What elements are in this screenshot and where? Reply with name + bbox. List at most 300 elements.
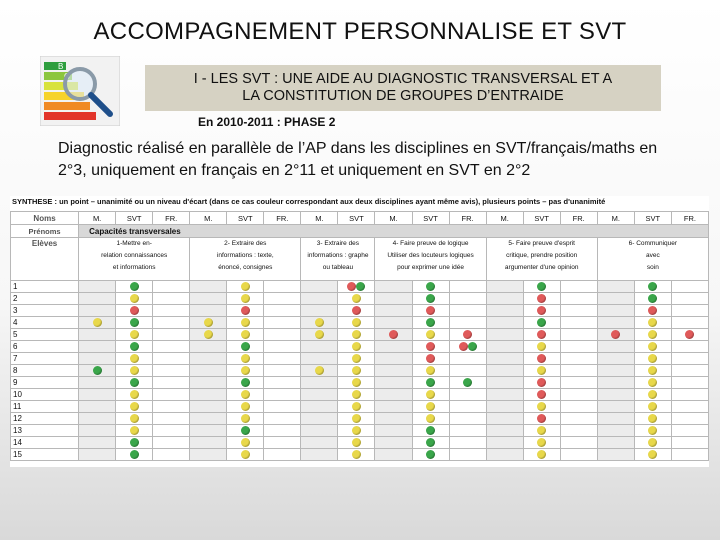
rating-dot bbox=[204, 318, 213, 327]
rating-cell bbox=[486, 389, 523, 401]
skill-label-line: argumenter d'une opinion bbox=[504, 264, 579, 271]
rating-cell bbox=[301, 281, 338, 293]
rating-cell bbox=[560, 425, 597, 437]
rating-dot bbox=[426, 294, 435, 303]
rating-cell bbox=[190, 305, 227, 317]
rating-cell bbox=[486, 341, 523, 353]
rating-cell bbox=[523, 341, 560, 353]
rating-cell bbox=[116, 329, 153, 341]
rating-dot bbox=[537, 306, 546, 315]
rating-dot bbox=[241, 318, 250, 327]
rating-cell bbox=[671, 341, 708, 353]
rating-cell bbox=[190, 365, 227, 377]
student-number: 8 bbox=[11, 365, 79, 377]
rating-cell bbox=[597, 377, 634, 389]
rating-cell bbox=[523, 413, 560, 425]
rating-cell bbox=[79, 305, 116, 317]
rating-cell bbox=[375, 365, 412, 377]
rating-dot bbox=[130, 414, 139, 423]
rating-cell bbox=[264, 389, 301, 401]
rating-dot bbox=[93, 366, 102, 375]
rating-cell bbox=[301, 353, 338, 365]
logo-letter-b: B bbox=[58, 62, 64, 71]
rating-cell bbox=[338, 377, 375, 389]
rating-cell bbox=[375, 305, 412, 317]
rating-cell bbox=[412, 341, 449, 353]
rating-cell bbox=[671, 329, 708, 341]
rating-dot bbox=[426, 450, 435, 459]
rating-cell bbox=[375, 293, 412, 305]
rating-cell bbox=[375, 413, 412, 425]
rating-cell bbox=[634, 341, 671, 353]
rating-cell bbox=[338, 329, 375, 341]
student-number: 14 bbox=[11, 437, 79, 449]
rating-cell bbox=[375, 377, 412, 389]
skill-label-line: ou tableau bbox=[322, 264, 354, 271]
rating-dot bbox=[537, 426, 546, 435]
rating-cell bbox=[301, 317, 338, 329]
rating-dot bbox=[347, 282, 356, 291]
rating-cell bbox=[449, 425, 486, 437]
skill-label-line: critique, prendre position bbox=[506, 252, 578, 259]
rating-dot bbox=[352, 414, 361, 423]
rating-dot bbox=[352, 330, 361, 339]
rating-cell bbox=[153, 353, 190, 365]
discipline-header: M. bbox=[301, 212, 338, 225]
rating-cell bbox=[338, 281, 375, 293]
rating-cell bbox=[264, 413, 301, 425]
rating-cell bbox=[449, 341, 486, 353]
rating-cell bbox=[116, 413, 153, 425]
rating-cell bbox=[338, 317, 375, 329]
rating-dot bbox=[426, 330, 435, 339]
rating-cell bbox=[227, 353, 264, 365]
rating-dot bbox=[468, 342, 477, 351]
rating-dot bbox=[648, 342, 657, 351]
rating-cell bbox=[227, 413, 264, 425]
discipline-header: FR. bbox=[449, 212, 486, 225]
discipline-header: M. bbox=[79, 212, 116, 225]
rating-cell bbox=[486, 293, 523, 305]
rating-cell bbox=[634, 377, 671, 389]
rating-cell bbox=[79, 377, 116, 389]
skill-header bbox=[190, 238, 301, 281]
rating-cell bbox=[190, 449, 227, 461]
header-prenoms: Prénoms bbox=[11, 225, 79, 238]
skill-header bbox=[79, 238, 190, 281]
capacites-title: Capacités transversales bbox=[79, 225, 709, 238]
rating-cell bbox=[338, 449, 375, 461]
rating-cell bbox=[227, 365, 264, 377]
rating-cell bbox=[264, 377, 301, 389]
rating-dot bbox=[130, 450, 139, 459]
rating-cell bbox=[671, 281, 708, 293]
rating-cell bbox=[671, 413, 708, 425]
rating-cell bbox=[264, 449, 301, 461]
rating-dot bbox=[537, 282, 546, 291]
rating-cell bbox=[153, 305, 190, 317]
rating-cell bbox=[153, 377, 190, 389]
rating-dot bbox=[389, 330, 398, 339]
rating-cell bbox=[227, 293, 264, 305]
rating-cell bbox=[560, 353, 597, 365]
student-number: 13 bbox=[11, 425, 79, 437]
discipline-header: FR. bbox=[153, 212, 190, 225]
rating-cell bbox=[338, 401, 375, 413]
discipline-header: M. bbox=[190, 212, 227, 225]
rating-cell bbox=[153, 413, 190, 425]
rating-dot bbox=[537, 366, 546, 375]
rating-cell bbox=[560, 329, 597, 341]
rating-cell bbox=[227, 377, 264, 389]
table-row bbox=[11, 401, 709, 413]
rating-cell bbox=[634, 329, 671, 341]
rating-cell bbox=[79, 341, 116, 353]
rating-cell bbox=[523, 377, 560, 389]
rating-dot bbox=[648, 318, 657, 327]
rating-cell bbox=[597, 365, 634, 377]
rating-cell bbox=[190, 341, 227, 353]
rating-cell bbox=[560, 293, 597, 305]
table-row bbox=[11, 317, 709, 329]
rating-cell bbox=[597, 437, 634, 449]
rating-dot bbox=[352, 390, 361, 399]
rating-cell bbox=[634, 305, 671, 317]
rating-cell bbox=[449, 329, 486, 341]
rating-dot bbox=[352, 342, 361, 351]
skill-header bbox=[301, 238, 375, 281]
rating-cell bbox=[449, 281, 486, 293]
student-number: 11 bbox=[11, 401, 79, 413]
rating-cell bbox=[449, 317, 486, 329]
rating-cell bbox=[412, 317, 449, 329]
rating-cell bbox=[449, 401, 486, 413]
rating-cell bbox=[449, 389, 486, 401]
rating-cell bbox=[264, 401, 301, 413]
rating-cell bbox=[153, 293, 190, 305]
rating-dot bbox=[352, 318, 361, 327]
discipline-header: SVT bbox=[634, 212, 671, 225]
rating-dot bbox=[426, 390, 435, 399]
rating-cell bbox=[560, 281, 597, 293]
rating-cell bbox=[671, 425, 708, 437]
rating-cell bbox=[449, 449, 486, 461]
diagnostic-spreadsheet bbox=[10, 196, 709, 467]
rating-cell bbox=[449, 365, 486, 377]
rating-cell bbox=[671, 377, 708, 389]
table-row bbox=[11, 365, 709, 377]
discipline-header: FR. bbox=[560, 212, 597, 225]
rating-dot bbox=[241, 426, 250, 435]
discipline-header: SVT bbox=[338, 212, 375, 225]
rating-cell bbox=[560, 365, 597, 377]
rating-cell bbox=[116, 449, 153, 461]
discipline-header: M. bbox=[597, 212, 634, 225]
rating-cell bbox=[560, 341, 597, 353]
rating-dot bbox=[352, 426, 361, 435]
rating-cell bbox=[375, 281, 412, 293]
rating-cell bbox=[79, 413, 116, 425]
rating-cell bbox=[634, 389, 671, 401]
rating-cell bbox=[190, 389, 227, 401]
table-row bbox=[11, 353, 709, 365]
student-number: 10 bbox=[11, 389, 79, 401]
rating-dot bbox=[648, 354, 657, 363]
rating-cell bbox=[375, 437, 412, 449]
rating-cell bbox=[560, 305, 597, 317]
discipline-header: SVT bbox=[523, 212, 560, 225]
discipline-header: FR. bbox=[264, 212, 301, 225]
rating-dot bbox=[130, 378, 139, 387]
rating-cell bbox=[375, 341, 412, 353]
rating-cell bbox=[412, 401, 449, 413]
rating-dot bbox=[241, 282, 250, 291]
rating-dot bbox=[648, 450, 657, 459]
rating-cell bbox=[671, 305, 708, 317]
rating-cell bbox=[597, 329, 634, 341]
rating-dot bbox=[241, 306, 250, 315]
section-banner bbox=[145, 65, 661, 111]
rating-cell bbox=[671, 449, 708, 461]
rating-cell bbox=[449, 437, 486, 449]
rating-cell bbox=[301, 329, 338, 341]
rating-cell bbox=[116, 401, 153, 413]
student-number: 4 bbox=[11, 317, 79, 329]
table-row bbox=[11, 341, 709, 353]
rating-cell bbox=[338, 389, 375, 401]
rating-dot bbox=[537, 330, 546, 339]
rating-dot bbox=[537, 294, 546, 303]
rating-cell bbox=[116, 341, 153, 353]
rating-cell bbox=[412, 281, 449, 293]
rating-cell bbox=[486, 305, 523, 317]
table-row bbox=[11, 305, 709, 317]
skill-label-line: 4- Faire preuve de logique bbox=[392, 240, 469, 247]
rating-cell bbox=[301, 377, 338, 389]
rating-dot bbox=[241, 366, 250, 375]
rating-dot bbox=[130, 390, 139, 399]
rating-dot bbox=[426, 306, 435, 315]
rating-dot bbox=[241, 294, 250, 303]
rating-dot bbox=[315, 330, 324, 339]
rating-cell bbox=[153, 329, 190, 341]
student-number: 15 bbox=[11, 449, 79, 461]
student-number: 12 bbox=[11, 413, 79, 425]
discipline-header: M. bbox=[486, 212, 523, 225]
student-number: 2 bbox=[11, 293, 79, 305]
rating-cell bbox=[597, 353, 634, 365]
rating-dot bbox=[648, 378, 657, 387]
rating-cell bbox=[227, 401, 264, 413]
rating-cell bbox=[634, 317, 671, 329]
skills-row bbox=[11, 238, 709, 281]
rating-dot bbox=[463, 330, 472, 339]
rating-cell bbox=[523, 329, 560, 341]
rating-dot bbox=[241, 378, 250, 387]
rating-cell bbox=[264, 353, 301, 365]
rating-cell bbox=[79, 293, 116, 305]
rating-dot bbox=[352, 450, 361, 459]
rating-cell bbox=[671, 437, 708, 449]
rating-cell bbox=[375, 449, 412, 461]
rating-cell bbox=[338, 365, 375, 377]
rating-cell bbox=[153, 437, 190, 449]
rating-cell bbox=[523, 449, 560, 461]
rating-cell bbox=[486, 413, 523, 425]
discipline-header: FR. bbox=[671, 212, 708, 225]
rating-cell bbox=[523, 317, 560, 329]
rating-cell bbox=[523, 305, 560, 317]
skill-label-line: 6- Communiquer bbox=[628, 240, 678, 247]
rating-cell bbox=[412, 365, 449, 377]
rating-cell bbox=[338, 341, 375, 353]
rating-cell bbox=[523, 437, 560, 449]
rating-dot bbox=[426, 438, 435, 447]
rating-dot bbox=[241, 354, 250, 363]
rating-cell bbox=[523, 389, 560, 401]
rating-cell bbox=[634, 353, 671, 365]
rating-cell bbox=[671, 365, 708, 377]
rating-cell bbox=[486, 329, 523, 341]
student-number: 9 bbox=[11, 377, 79, 389]
rating-cell bbox=[338, 305, 375, 317]
rating-cell bbox=[597, 305, 634, 317]
rating-cell bbox=[227, 317, 264, 329]
rating-cell bbox=[153, 389, 190, 401]
rating-dot bbox=[648, 330, 657, 339]
rating-dot bbox=[352, 354, 361, 363]
table-row bbox=[11, 281, 709, 293]
rating-dot bbox=[130, 306, 139, 315]
rating-dot bbox=[685, 330, 694, 339]
rating-cell bbox=[375, 401, 412, 413]
rating-cell bbox=[116, 425, 153, 437]
rating-cell bbox=[79, 389, 116, 401]
rating-dot bbox=[241, 450, 250, 459]
rating-cell bbox=[264, 437, 301, 449]
rating-cell bbox=[523, 425, 560, 437]
skill-label-line: 3- Extraire des bbox=[316, 240, 360, 247]
skill-label-line: avec bbox=[646, 252, 660, 259]
rating-dot bbox=[352, 306, 361, 315]
rating-cell bbox=[671, 389, 708, 401]
rating-cell bbox=[79, 437, 116, 449]
rating-cell bbox=[301, 437, 338, 449]
rating-cell bbox=[375, 329, 412, 341]
skill-label-line: 5- Faire preuve d'esprit bbox=[508, 240, 575, 247]
rating-cell bbox=[190, 425, 227, 437]
rating-cell bbox=[116, 365, 153, 377]
rating-cell bbox=[301, 449, 338, 461]
skill-label-line: informations : texte, bbox=[216, 252, 274, 259]
banner-line-2: LA CONSTITUTION DE GROUPES D’ENTRAIDE bbox=[242, 88, 564, 104]
rating-cell bbox=[190, 329, 227, 341]
rating-cell bbox=[523, 365, 560, 377]
header-eleves: Elèves bbox=[11, 238, 79, 281]
rating-dot bbox=[130, 282, 139, 291]
rating-dot bbox=[315, 318, 324, 327]
rating-cell bbox=[671, 317, 708, 329]
rating-cell bbox=[116, 281, 153, 293]
rating-dot bbox=[241, 330, 250, 339]
diagnostic-table bbox=[10, 211, 709, 461]
rating-cell bbox=[671, 401, 708, 413]
rating-dot bbox=[648, 294, 657, 303]
rating-cell bbox=[486, 425, 523, 437]
rating-dot bbox=[537, 414, 546, 423]
student-number: 3 bbox=[11, 305, 79, 317]
rating-cell bbox=[264, 281, 301, 293]
rating-cell bbox=[301, 293, 338, 305]
rating-cell bbox=[486, 317, 523, 329]
rating-cell bbox=[116, 389, 153, 401]
rating-cell bbox=[116, 293, 153, 305]
rating-cell bbox=[227, 437, 264, 449]
rating-dot bbox=[537, 438, 546, 447]
rating-cell bbox=[597, 317, 634, 329]
rating-dot bbox=[648, 426, 657, 435]
skill-label-line: pour exprimer une idée bbox=[397, 264, 464, 271]
rating-cell bbox=[153, 281, 190, 293]
rating-cell bbox=[190, 293, 227, 305]
rating-dot bbox=[537, 354, 546, 363]
rating-dot bbox=[241, 402, 250, 411]
rating-cell bbox=[153, 341, 190, 353]
rating-cell bbox=[671, 353, 708, 365]
skill-label-line: 2- Extraire des bbox=[224, 240, 267, 247]
energy-label-magnifier-icon bbox=[40, 56, 120, 126]
rating-cell bbox=[523, 353, 560, 365]
rating-dot bbox=[241, 342, 250, 351]
rating-cell bbox=[412, 353, 449, 365]
rating-dot bbox=[130, 366, 139, 375]
rating-cell bbox=[79, 425, 116, 437]
rating-cell bbox=[227, 329, 264, 341]
table-row bbox=[11, 389, 709, 401]
rating-cell bbox=[227, 305, 264, 317]
rating-dot bbox=[459, 342, 468, 351]
rating-cell bbox=[153, 401, 190, 413]
rating-cell bbox=[153, 425, 190, 437]
rating-cell bbox=[597, 425, 634, 437]
rating-dot bbox=[426, 354, 435, 363]
rating-cell bbox=[301, 425, 338, 437]
rating-dot bbox=[130, 426, 139, 435]
rating-dot bbox=[130, 294, 139, 303]
student-number: 5 bbox=[11, 329, 79, 341]
rating-cell bbox=[634, 401, 671, 413]
rating-cell bbox=[301, 341, 338, 353]
rating-cell bbox=[449, 377, 486, 389]
rating-cell bbox=[449, 293, 486, 305]
rating-dot bbox=[648, 282, 657, 291]
rating-cell bbox=[449, 305, 486, 317]
rating-cell bbox=[190, 377, 227, 389]
rating-cell bbox=[301, 401, 338, 413]
rating-cell bbox=[671, 293, 708, 305]
rating-cell bbox=[79, 365, 116, 377]
skill-header bbox=[375, 238, 486, 281]
table-row bbox=[11, 437, 709, 449]
rating-cell bbox=[560, 377, 597, 389]
rating-cell bbox=[597, 401, 634, 413]
rating-dot bbox=[537, 390, 546, 399]
rating-dot bbox=[130, 402, 139, 411]
rating-dot bbox=[537, 318, 546, 327]
table-row bbox=[11, 293, 709, 305]
rating-cell bbox=[486, 281, 523, 293]
banner-line-1: I - LES SVT : UNE AIDE AU DIAGNOSTIC TRANSVERSAL ET A bbox=[193, 71, 613, 87]
